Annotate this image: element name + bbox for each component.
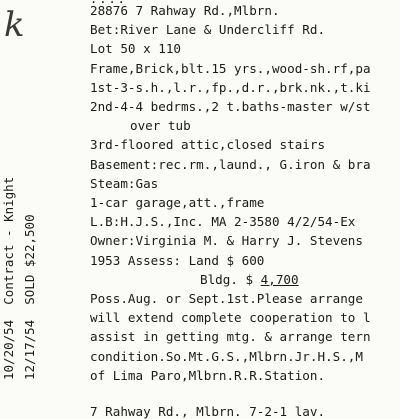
side-stamp (0, 0, 40, 380)
footer-address-line: 7 Rahway Rd., Mlbrn. 7-2-1 lav. (90, 404, 326, 419)
mortgage-line: assist in getting mtg. & arrange tern (90, 329, 371, 345)
construction-line: Frame,Brick,blt.15 yrs.,wood-sh.rf,pa (90, 60, 371, 76)
second-floor-continued: over tub (130, 118, 191, 134)
handwritten-mark: k (4, 5, 25, 45)
cooperation-line: will extend complete cooperation to l (90, 310, 371, 326)
assessment-building-line (200, 273, 299, 287)
first-floor-line: 1st-3-s.h.,l.r.,fp.,d.r.,brk.nk.,t.ki (90, 79, 371, 95)
schools-line: condition.So.Mt.G.S.,Mlbrn.Jr.H.S.,M (90, 348, 363, 364)
station-line: of Lima Paro,Mlbrn.R.R.Station. (90, 367, 326, 383)
assessment-building-value: 4,700 (260, 271, 299, 287)
contract-date: 10/20/54 (1, 319, 16, 380)
basement-line: Basement:rec.rm.,laund., G.iron & bra (90, 156, 371, 172)
sold-price: $22,500 (22, 214, 37, 268)
owner-line: Owner:Virginia M. & Harry J. Stevens (90, 233, 363, 249)
listing-broker-line: L.B:H.J.S.,Inc. MA 2-3580 4/2/54-Ex (90, 214, 356, 230)
sold-line (23, 214, 37, 380)
possession-line: Poss.Aug. or Sept.1st.Please arrange (90, 291, 363, 306)
assessment-land-line: 1953 Assess: Land $ 600 (90, 252, 265, 268)
sold-label: SOLD (22, 274, 37, 305)
listing-number-address: 28876 7 Rahway Rd.,Mlbrn. (90, 3, 280, 18)
second-floor-line: 2nd-4-4 bedrms.,2 t.baths-master w/st (90, 99, 371, 114)
lot-size: Lot 50 x 110 (90, 41, 181, 57)
contract-line (2, 177, 16, 380)
heating-line: Steam:Gas (90, 175, 159, 191)
garage-line: 1-car garage,att.,frame (90, 195, 265, 210)
sold-date: 12/17/54 (22, 319, 37, 380)
third-floor-line: 3rd-floored attic,closed stairs (90, 137, 326, 153)
location-line: Bet:River Lane & Undercliff Rd. (90, 22, 326, 38)
contract-buyer: Contract - Knight (1, 176, 16, 305)
assessment-building-label: Bldg. $ (200, 271, 261, 287)
